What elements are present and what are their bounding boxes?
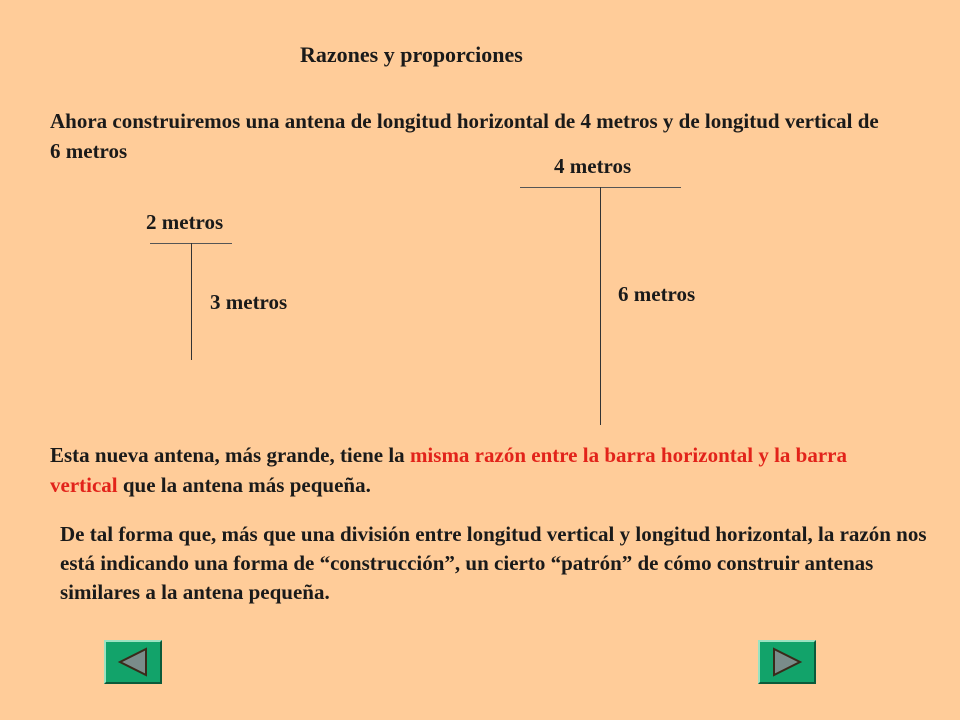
large-antenna-vertical-bar (600, 187, 601, 425)
comparison-paragraph (50, 440, 910, 500)
triangle-right-icon (770, 647, 804, 677)
comparison-text-after: que la antena más pequeña. (117, 473, 371, 497)
comparison-highlight: misma razón entre la barra horizontal y la barra vertical (50, 443, 847, 497)
large-antenna-vertical-label: 6 metros (618, 282, 696, 306)
triangle-left-icon (116, 647, 150, 677)
intro-text: Ahora construiremos una antena de longitud horizontal de 4 metros y de longitud vertical de 6 metros (50, 109, 879, 163)
small-antenna-horizontal-label: 2 metros (146, 210, 224, 234)
slide-title: Razones y proporciones (300, 42, 523, 67)
next-slide-button[interactable] (758, 640, 816, 684)
small-antenna-vertical-bar (191, 243, 192, 360)
small-antenna-vertical-label: 3 metros (210, 290, 288, 314)
conclusion-paragraph: De tal forma que, más que una división entre longitud vertical y longitud horizontal, la razón nos está indicando una forma de “construcción”, un cierto “patrón” de cómo construir antenas similares a la antena pequeña. (60, 522, 927, 604)
previous-slide-button[interactable] (104, 640, 162, 684)
large-antenna-horizontal-label: 4 metros (554, 154, 632, 178)
comparison-text-before: Esta nueva antena, más grande, tiene la (50, 443, 410, 467)
